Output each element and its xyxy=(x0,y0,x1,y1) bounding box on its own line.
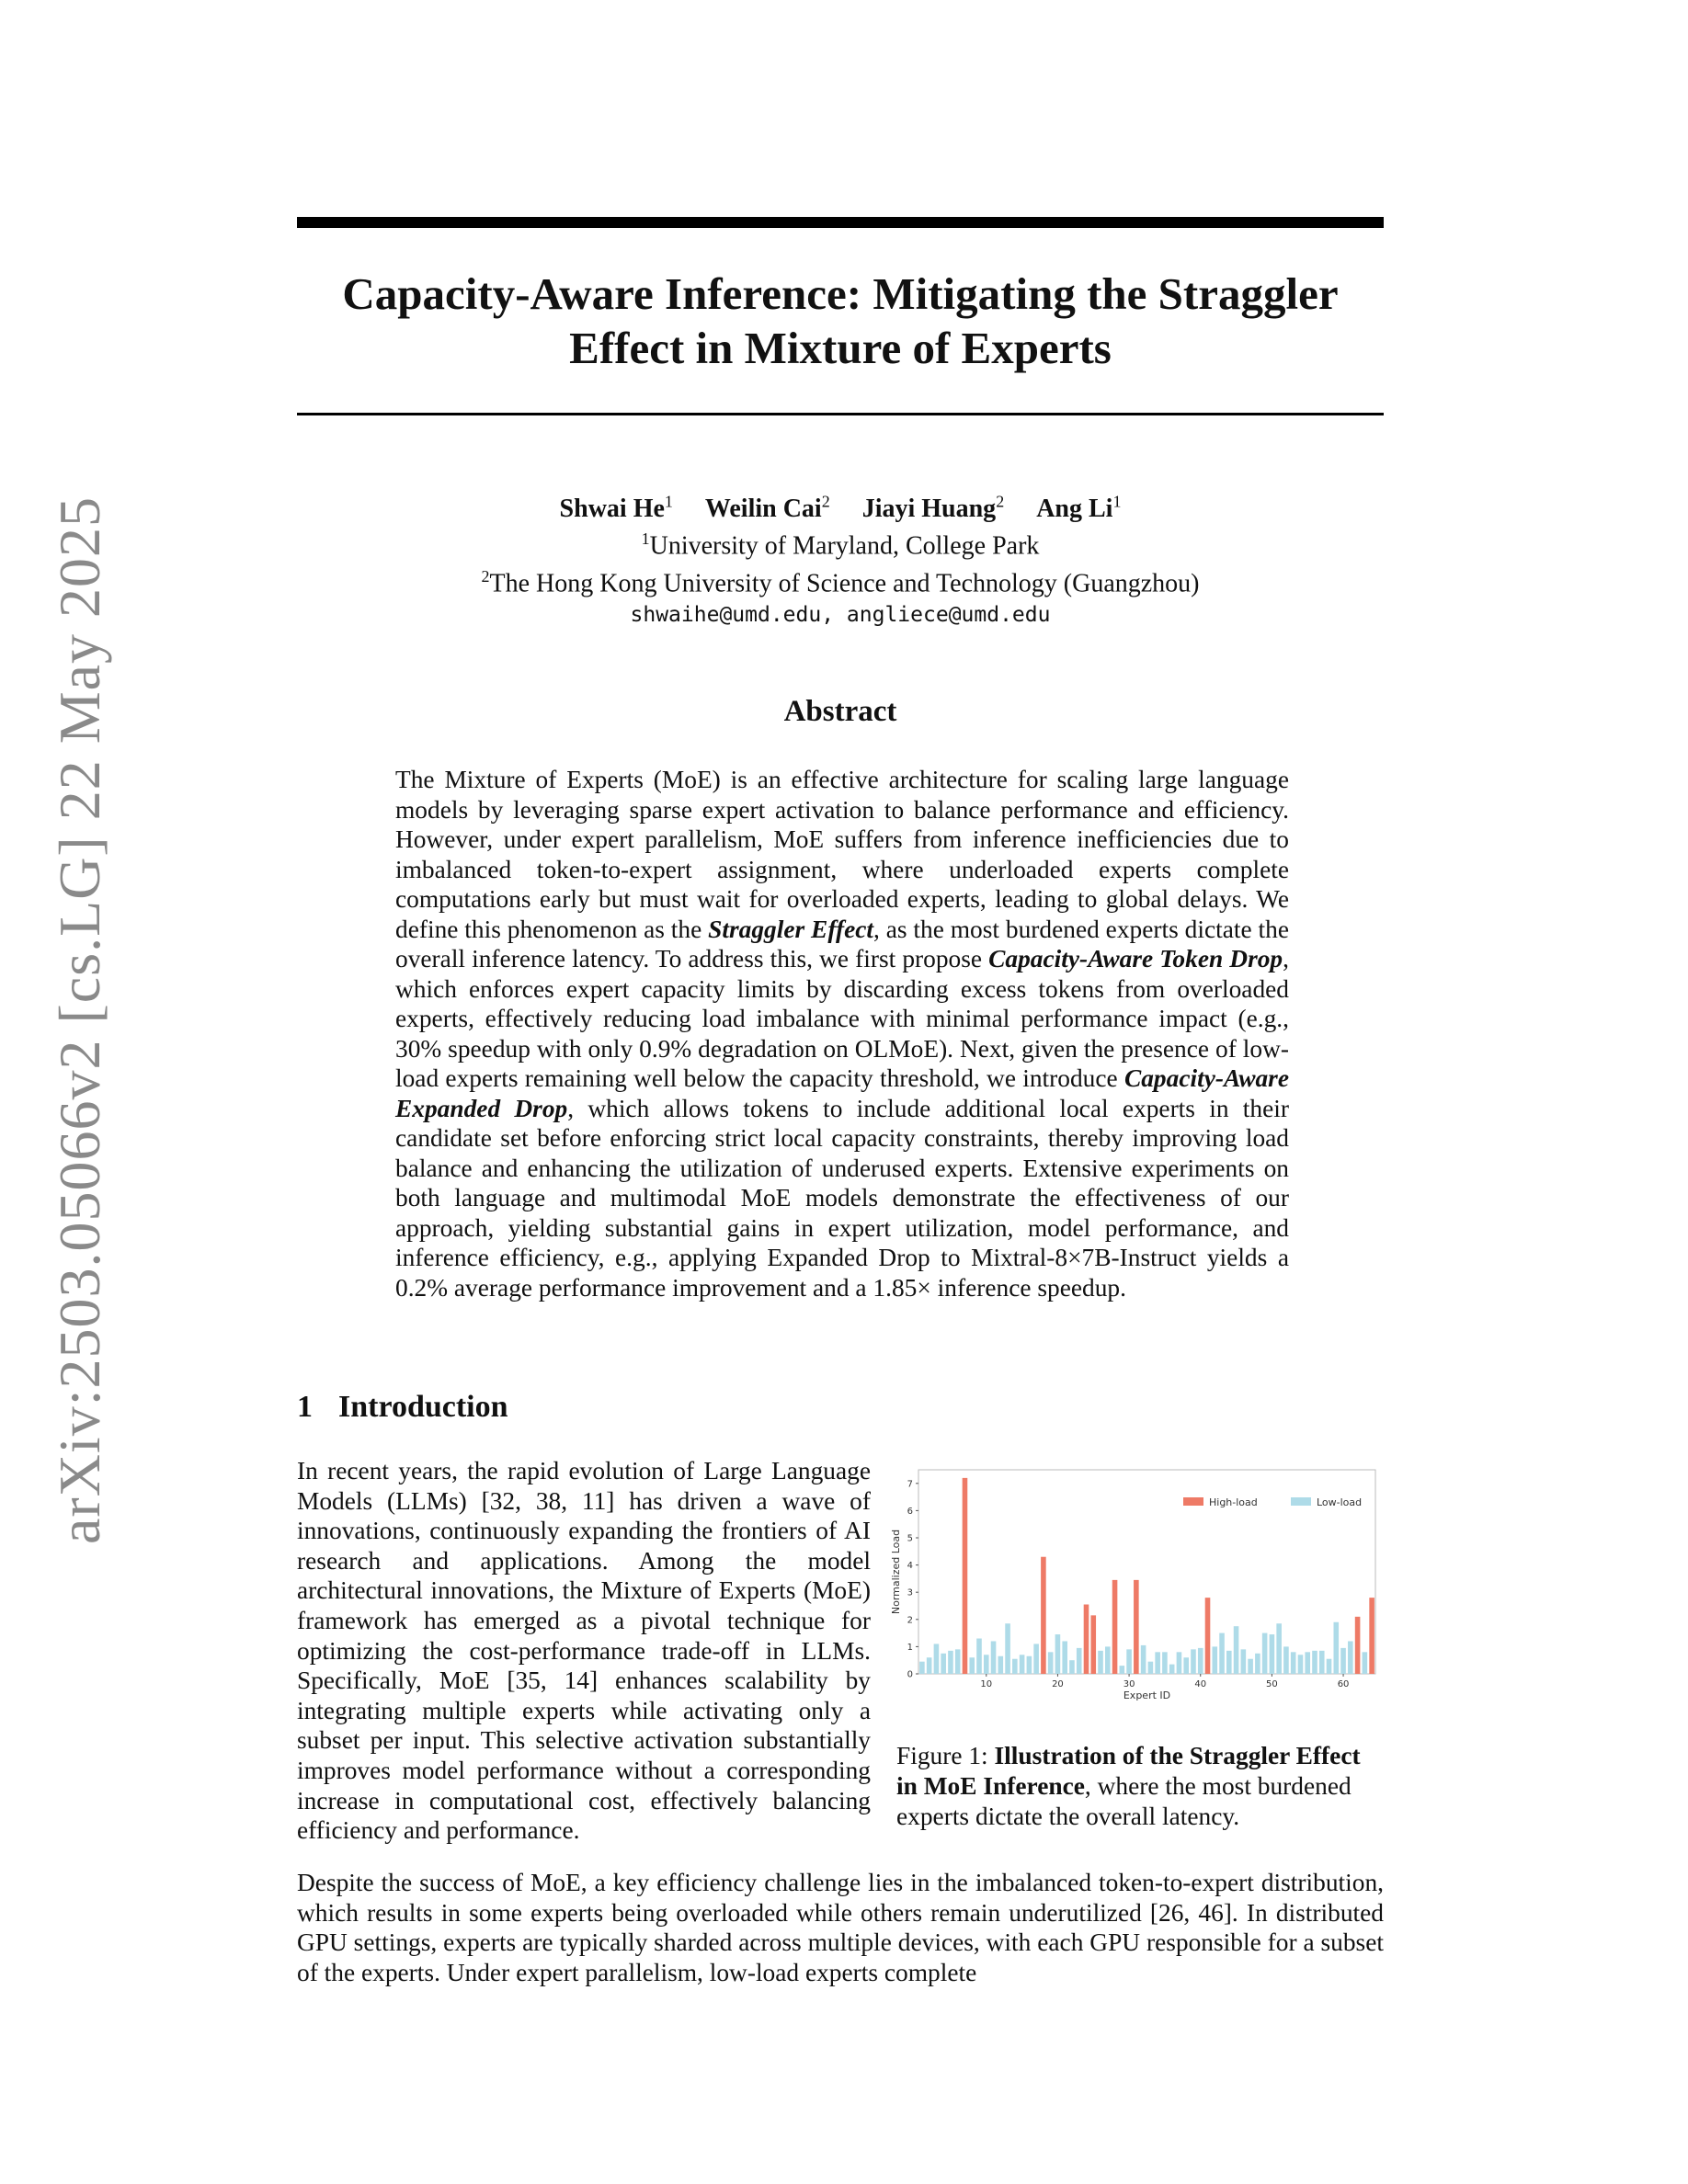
bar-expert-14 xyxy=(1012,1659,1018,1674)
x-tick-label: 50 xyxy=(1266,1679,1278,1689)
bar-expert-3 xyxy=(934,1644,940,1674)
y-tick-label: 1 xyxy=(907,1642,913,1653)
paper-title: Capacity-Aware Inference: Mitigating the Straggler Effect in Mixture of Experts xyxy=(342,268,1339,373)
bar-expert-34 xyxy=(1155,1652,1160,1674)
y-tick-label: 3 xyxy=(907,1587,913,1598)
bar-expert-19 xyxy=(1048,1652,1054,1674)
y-tick-label: 2 xyxy=(907,1615,913,1626)
title-top-rule xyxy=(297,217,1384,228)
bar-expert-54 xyxy=(1298,1655,1304,1674)
bar-expert-30 xyxy=(1126,1649,1132,1674)
bar-expert-8 xyxy=(969,1657,975,1674)
bar-expert-12 xyxy=(998,1656,1004,1674)
bar-expert-1 xyxy=(919,1662,925,1674)
title-bottom-rule xyxy=(297,413,1384,415)
bar-expert-18 xyxy=(1041,1557,1046,1674)
x-tick-label: 10 xyxy=(980,1679,993,1689)
legend-label-high: High-load xyxy=(1209,1496,1258,1508)
bar-expert-24 xyxy=(1084,1605,1089,1674)
author-names xyxy=(297,487,1384,524)
x-tick-label: 20 xyxy=(1052,1679,1064,1689)
affiliation: $^2$The Hong Kong University of Science and Technology (Guangzhou) xyxy=(481,566,1200,597)
y-tick-label: 0 xyxy=(907,1669,913,1680)
bar-expert-25 xyxy=(1090,1615,1096,1674)
bar-expert-53 xyxy=(1291,1652,1296,1674)
legend-label-low: Low-load xyxy=(1317,1496,1363,1508)
x-axis-label: Expert ID xyxy=(1123,1689,1171,1701)
bar-expert-63 xyxy=(1363,1652,1368,1674)
arxiv-identifier: arXiv:2503.05066v2 [cs.LG] 22 May 2025 xyxy=(47,495,112,1544)
bar-expert-7 xyxy=(963,1478,968,1674)
bar-expert-10 xyxy=(984,1655,989,1674)
bar-expert-44 xyxy=(1226,1651,1232,1674)
bar-expert-39 xyxy=(1191,1649,1196,1674)
y-tick-label: 7 xyxy=(907,1479,913,1490)
author: Weilin Cai$^2$ xyxy=(704,493,830,524)
legend-swatch-low xyxy=(1291,1497,1311,1506)
bar-expert-2 xyxy=(927,1657,932,1674)
bar-expert-38 xyxy=(1183,1657,1189,1674)
bar-expert-22 xyxy=(1069,1660,1075,1674)
author-block xyxy=(297,487,1384,631)
author-emails[interactable]: shwaihe@umd.edu, angliece@umd.edu xyxy=(630,602,1051,627)
bar-expert-60 xyxy=(1340,1648,1346,1674)
y-axis-label: Normalized Load xyxy=(890,1529,902,1615)
bar-expert-21 xyxy=(1062,1641,1067,1674)
bar-expert-16 xyxy=(1027,1656,1032,1674)
bar-expert-45 xyxy=(1234,1626,1239,1674)
y-tick-label: 5 xyxy=(907,1533,913,1544)
bar-expert-64 xyxy=(1369,1598,1374,1674)
section-heading: 1 Introduction xyxy=(297,1390,508,1424)
bar-expert-52 xyxy=(1283,1646,1289,1674)
legend-swatch-high xyxy=(1183,1497,1203,1506)
term-straggler-effect: Straggler Effect xyxy=(708,915,873,943)
bar-expert-42 xyxy=(1212,1646,1217,1674)
bar-expert-36 xyxy=(1169,1665,1175,1674)
bar-expert-35 xyxy=(1162,1652,1168,1674)
bar-expert-26 xyxy=(1098,1651,1103,1674)
abstract-heading: Abstract xyxy=(783,695,897,728)
bar-expert-5 xyxy=(948,1651,953,1674)
term-expanded-drop: Capacity-Aware Expanded Drop xyxy=(395,1064,1289,1122)
bar-expert-57 xyxy=(1319,1651,1325,1674)
bar-expert-48 xyxy=(1255,1654,1260,1674)
bar-expert-50 xyxy=(1270,1634,1275,1674)
bar-expert-23 xyxy=(1077,1648,1082,1674)
x-tick-label: 40 xyxy=(1194,1679,1207,1689)
term-token-drop: Capacity-Aware Token Drop xyxy=(988,945,1283,973)
bar-expert-11 xyxy=(991,1641,997,1674)
bar-expert-32 xyxy=(1141,1645,1146,1674)
author: Jiayi Huang$^2$ xyxy=(861,493,1005,524)
figure-caption: Figure 1: Illustration of the Straggler Effect in MoE Inference, where the most burdened experts dictate the overall latency. xyxy=(896,1742,1361,1830)
bar-expert-9 xyxy=(976,1639,982,1674)
bar-expert-17 xyxy=(1033,1644,1039,1674)
affiliation: $^1$University of Maryland, College Park xyxy=(641,529,1040,561)
bar-expert-43 xyxy=(1219,1633,1225,1674)
bar-expert-62 xyxy=(1355,1617,1361,1674)
bar-expert-37 xyxy=(1177,1652,1182,1674)
bar-expert-59 xyxy=(1333,1622,1339,1674)
bar-expert-40 xyxy=(1198,1648,1203,1674)
bar-expert-4 xyxy=(941,1654,946,1674)
abstract-body: The Mixture of Experts (MoE) is an effective architecture for scaling large language models by leveraging sparse expert activation to balance performance and efficiency. However, under expert parallelism, MoE suffers from inference inefficiencies due to imbalanced token-to-expert assignment, where underloaded experts complete computations early but must wait for overloaded experts, leading to global delays. We define this phenomenon as the Straggler Effect, as the most burdened experts dictate the overall inference latency. To address this, we first propose Capacity-Aware Token Drop, which enforces expert capacity limits by discarding excess tokens from overloaded experts, effectively reducing load imbalance with minimal performance impact (e.g., 30% speedup with only 0.9% degradation on OLMoE). Next, given the presence of low-load experts remaining well below the capacity threshold, we introduce Capacity-Aware Expanded Drop, which allows tokens to include additional local experts in their candidate set before enforcing strict local capacity constraints, thereby improving load balance and enhancing the utilization of underused experts. Extensive experiments on both language and multimodal MoE models demonstrate the effectiveness of our approach, yielding substantial gains in expert utilization, model performance, and inference efficiency, e.g., applying Expanded Drop to Mixtral-8×7B-Instruct yields a 0.2% average performance improvement and a 1.85× inference speedup. xyxy=(395,766,1289,1302)
bar-expert-33 xyxy=(1148,1662,1154,1674)
x-tick-label: 60 xyxy=(1337,1679,1350,1689)
bar-expert-58 xyxy=(1327,1659,1332,1674)
bar-expert-41 xyxy=(1205,1598,1211,1674)
author: Ang Li$^1$ xyxy=(1036,493,1122,524)
bar-expert-51 xyxy=(1276,1623,1282,1674)
bar-expert-15 xyxy=(1020,1655,1025,1674)
intro-paragraph: Despite the success of MoE, a key efficiency challenge lies in the imbalanced token-to-expert distribution, which results in some experts being overloaded while others remain underutilized [26, 46]. In distributed GPU settings, experts are typically sharded across multiple devices, with each GPU responsible for a subset of the experts. Under expert parallelism, low-load experts complete xyxy=(297,1869,1384,1986)
bar-expert-47 xyxy=(1248,1659,1253,1674)
bar-expert-6 xyxy=(955,1649,961,1674)
y-tick-label: 4 xyxy=(907,1561,913,1572)
bar-expert-46 xyxy=(1241,1649,1247,1674)
bar-expert-61 xyxy=(1348,1641,1353,1674)
bar-expert-31 xyxy=(1134,1580,1139,1674)
bar-expert-13 xyxy=(1005,1623,1010,1674)
y-tick-label: 6 xyxy=(907,1506,913,1517)
author: Shwai He$^1$ xyxy=(559,493,673,524)
bar-expert-49 xyxy=(1262,1633,1268,1674)
intro-paragraph: In recent years, the rapid evolution of Large Language Models (LLMs) [32, 38, 11] has driven a wave of innovations, continuously expanding the frontiers of AI research and applications. Among the model architectural innovations, the Mixture of Experts (MoE) framework has emerged as a pivotal technique for optimizing the cost-performance trade-off in LLMs. Specifically, MoE [35, 14] enhances scalability by integrating multiple experts while activating only a subset per input. This selective activation substantially improves model performance without a corresponding increase in computational cost, effectively balancing efficiency and performance. xyxy=(297,1457,871,1845)
bar-expert-28 xyxy=(1112,1580,1118,1674)
bar-expert-29 xyxy=(1120,1666,1125,1674)
bar-expert-56 xyxy=(1312,1651,1317,1674)
bar-expert-27 xyxy=(1105,1646,1111,1674)
x-tick-label: 30 xyxy=(1123,1679,1135,1689)
load-bar-chart xyxy=(888,1468,1389,1716)
bar-expert-55 xyxy=(1305,1652,1310,1674)
bar-expert-20 xyxy=(1055,1634,1061,1674)
